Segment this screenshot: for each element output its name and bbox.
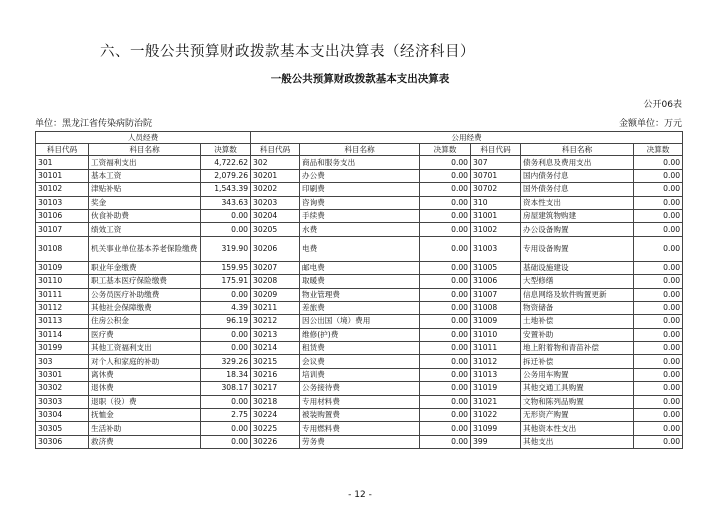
cell-amount: 2.75 [201,409,251,422]
cell-amount: 0.00 [634,288,683,301]
cell-code: 30111 [36,288,89,301]
cell-code: 30201 [251,169,300,182]
cell-amount: 0.00 [420,422,471,435]
cell-code: 30304 [36,409,89,422]
table-row [36,342,683,355]
cell-name: 无形资产购置 [521,409,634,422]
col-header-code: 科目代码 [36,144,89,156]
cell-name: 拆迁补偿 [521,355,634,368]
cell-code: 30215 [251,355,300,368]
cell-name: 职工基本医疗保险缴费 [89,275,201,288]
cell-amount: 0.00 [201,342,251,355]
cell-amount: 0.00 [634,435,683,448]
col-header-amount: 决算数 [201,144,251,156]
cell-amount: 0.00 [634,156,683,169]
amount-unit: 金额单位：万元 [618,119,682,129]
cell-name: 信息网络及软件购置更新 [521,288,634,301]
cell-code: 399 [471,435,521,448]
col-header-name: 科目名称 [89,144,201,156]
cell-code: 30306 [36,435,89,448]
cell-name: 公务用车购置 [521,368,634,381]
cell-code: 31008 [471,301,521,314]
cell-amount: 0.00 [634,183,683,196]
cell-name: 土地补偿 [521,315,634,328]
cell-amount: 0.00 [634,275,683,288]
cell-name: 取暖费 [300,275,420,288]
cell-amount: 0.00 [634,301,683,314]
cell-name: 住房公积金 [89,315,201,328]
table-row [36,156,683,169]
cell-amount: 0.00 [420,435,471,448]
cell-code: 30107 [36,223,89,236]
cell-amount: 308.17 [201,382,251,395]
cell-amount: 0.00 [420,328,471,341]
cell-amount: 0.00 [420,223,471,236]
cell-code: 30302 [36,382,89,395]
col-header-name: 科目名称 [300,144,420,156]
cell-amount: 329.26 [201,355,251,368]
cell-code: 30108 [36,236,89,261]
cell-name: 职业年金缴费 [89,261,201,274]
cell-code: 31006 [471,275,521,288]
cell-name: 退休费 [89,382,201,395]
cell-amount: 0.00 [420,395,471,408]
cell-name: 办公费 [300,169,420,182]
cell-name: 维修(护)费 [300,328,420,341]
cell-name: 机关事业单位基本养老保险缴费 [89,236,201,261]
cell-name: 国内债务付息 [521,169,634,182]
cell-code: 30207 [251,261,300,274]
cell-amount: 0.00 [201,328,251,341]
cell-code: 30701 [471,169,521,182]
cell-amount: 0.00 [634,328,683,341]
cell-name: 手续费 [300,209,420,222]
cell-amount: 4.39 [201,301,251,314]
cell-amount: 0.00 [634,315,683,328]
table-row [36,236,683,261]
cell-code: 30216 [251,368,300,381]
cell-name: 咨询费 [300,196,420,209]
table-row [36,315,683,328]
cell-name: 其他交通工具购置 [521,382,634,395]
cell-amount: 96.19 [201,315,251,328]
cell-amount: 0.00 [634,395,683,408]
cell-name: 其他支出 [521,435,634,448]
cell-name: 其他工资福利支出 [89,342,201,355]
cell-amount: 0.00 [634,409,683,422]
table-row [36,422,683,435]
table-row [36,301,683,314]
cell-amount: 0.00 [634,236,683,261]
cell-code: 31012 [471,355,521,368]
table-row [36,223,683,236]
cell-name: 水费 [300,223,420,236]
cell-name: 劳务费 [300,435,420,448]
cell-amount: 0.00 [634,209,683,222]
cell-amount: 0.00 [634,169,683,182]
cell-amount: 2,079.26 [201,169,251,182]
cell-amount: 0.00 [420,355,471,368]
cell-name: 生活补助 [89,422,201,435]
cell-amount: 0.00 [634,368,683,381]
cell-amount: 0.00 [420,382,471,395]
cell-amount: 0.00 [201,223,251,236]
cell-code: 31021 [471,395,521,408]
cell-amount: 0.00 [634,196,683,209]
cell-amount: 0.00 [634,422,683,435]
cell-amount: 0.00 [420,342,471,355]
cell-name: 伙食补助费 [89,209,201,222]
cell-name: 商品和服务支出 [300,156,420,169]
cell-code: 30211 [251,301,300,314]
cell-code: 30217 [251,382,300,395]
cell-name: 奖金 [89,196,201,209]
cell-name: 租赁费 [300,342,420,355]
table-row [36,196,683,209]
table-row [36,275,683,288]
cell-name: 房屋建筑物购建 [521,209,634,222]
cell-code: 30218 [251,395,300,408]
cell-code: 302 [251,156,300,169]
cell-code: 307 [471,156,521,169]
cell-amount: 0.00 [420,288,471,301]
cell-name: 资本性支出 [521,196,634,209]
cell-code: 31019 [471,382,521,395]
cell-amount: 319.90 [201,236,251,261]
cell-name: 差旅费 [300,301,420,314]
cell-amount: 0.00 [420,409,471,422]
public-group-header: 公用经费 [251,132,683,144]
cell-name: 专用材料费 [300,395,420,408]
cell-amount: 0.00 [420,196,471,209]
table-row [36,368,683,381]
cell-code: 303 [36,355,89,368]
cell-amount: 0.00 [420,261,471,274]
cell-name: 其他资本性支出 [521,422,634,435]
table-row [36,395,683,408]
cell-amount: 0.00 [634,223,683,236]
cell-name: 其他社会保障缴费 [89,301,201,314]
group-header-row [36,132,683,144]
cell-name: 办公设备购置 [521,223,634,236]
cell-amount: 159.95 [201,261,251,274]
cell-name: 工资福利支出 [89,156,201,169]
cell-code: 30112 [36,301,89,314]
cell-code: 30199 [36,342,89,355]
cell-name: 被装购置费 [300,409,420,422]
cell-amount: 0.00 [420,183,471,196]
cell-amount: 0.00 [420,236,471,261]
cell-name: 基本工资 [89,169,201,182]
cell-name: 离休费 [89,368,201,381]
table-row [36,288,683,301]
table-row [36,328,683,341]
column-header-row [36,144,683,156]
form-code: 公开06表 [643,100,682,110]
cell-code: 30103 [36,196,89,209]
cell-amount: 0.00 [201,435,251,448]
cell-amount: 0.00 [201,209,251,222]
cell-code: 30106 [36,209,89,222]
table-row [36,382,683,395]
cell-amount: 0.00 [420,368,471,381]
col-header-amount: 决算数 [420,144,471,156]
table-row [36,169,683,182]
cell-amount: 175.91 [201,275,251,288]
cell-name: 邮电费 [300,261,420,274]
cell-name: 专用燃料费 [300,422,420,435]
cell-code: 31010 [471,328,521,341]
cell-amount: 0.00 [201,395,251,408]
cell-code: 30204 [251,209,300,222]
cell-code: 30203 [251,196,300,209]
cell-code: 30212 [251,315,300,328]
unit-label: 单位：黑龙江省传染病防治院 [35,119,153,129]
cell-code: 30102 [36,183,89,196]
cell-code: 31007 [471,288,521,301]
cell-name: 救济费 [89,435,201,448]
cell-code: 301 [36,156,89,169]
col-header-amount: 决算数 [634,144,683,156]
cell-code: 30303 [36,395,89,408]
table-row [36,435,683,448]
cell-code: 30702 [471,183,521,196]
cell-code: 30205 [251,223,300,236]
table-row [36,409,683,422]
cell-amount: 0.00 [420,315,471,328]
cell-code: 30114 [36,328,89,341]
cell-name: 绩效工资 [89,223,201,236]
cell-amount: 0.00 [634,382,683,395]
cell-amount: 0.00 [634,342,683,355]
cell-name: 文物和陈列品购置 [521,395,634,408]
cell-code: 31013 [471,368,521,381]
cell-code: 310 [471,196,521,209]
cell-code: 30113 [36,315,89,328]
cell-name: 电费 [300,236,420,261]
cell-code: 31099 [471,422,521,435]
cell-code: 30101 [36,169,89,182]
cell-code: 31011 [471,342,521,355]
col-header-name: 科目名称 [521,144,634,156]
cell-amount: 4,722.62 [201,156,251,169]
cell-amount: 0.00 [634,261,683,274]
cell-name: 基础设施建设 [521,261,634,274]
cell-code: 30213 [251,328,300,341]
page-heading: 六、一般公共预算财政拨款基本支出决算表（经济科目） [100,44,475,60]
cell-code: 31022 [471,409,521,422]
cell-name: 地上附着物和青苗补偿 [521,342,634,355]
cell-amount: 343.63 [201,196,251,209]
cell-code: 30301 [36,368,89,381]
cell-code: 30208 [251,275,300,288]
cell-code: 30202 [251,183,300,196]
cell-amount: 18.34 [201,368,251,381]
cell-amount: 0.00 [420,275,471,288]
cell-name: 公务接待费 [300,382,420,395]
cell-name: 物资储备 [521,301,634,314]
cell-name: 对个人和家庭的补助 [89,355,201,368]
cell-name: 物业管理费 [300,288,420,301]
cell-code: 31003 [471,236,521,261]
table-row [36,261,683,274]
cell-code: 31002 [471,223,521,236]
table-row [36,209,683,222]
cell-amount: 0.00 [201,288,251,301]
cell-name: 退职（役）费 [89,395,201,408]
cell-name: 培训费 [300,368,420,381]
cell-code: 30206 [251,236,300,261]
table-row [36,183,683,196]
cell-code: 30225 [251,422,300,435]
cell-amount: 1,543.39 [201,183,251,196]
table-subtitle: 一般公共预算财政拨款基本支出决算表 [270,73,450,85]
cell-amount: 0.00 [420,169,471,182]
cell-amount: 0.00 [634,355,683,368]
cell-name: 债务利息及费用支出 [521,156,634,169]
cell-name: 安置补助 [521,328,634,341]
cell-name: 会议费 [300,355,420,368]
cell-code: 31009 [471,315,521,328]
cell-amount: 0.00 [201,422,251,435]
cell-amount: 0.00 [420,209,471,222]
personnel-group-header: 人员经费 [36,132,251,144]
cell-name: 医疗费 [89,328,201,341]
cell-code: 31001 [471,209,521,222]
cell-code: 30305 [36,422,89,435]
cell-code: 30224 [251,409,300,422]
page-number: - 12 - [348,490,372,500]
cell-amount: 0.00 [420,156,471,169]
col-header-code: 科目代码 [471,144,521,156]
cell-name: 津贴补贴 [89,183,201,196]
expenditure-table [35,131,683,449]
cell-name: 专用设备购置 [521,236,634,261]
cell-name: 因公出国（境）费用 [300,315,420,328]
cell-name: 大型修缮 [521,275,634,288]
cell-code: 30109 [36,261,89,274]
cell-name: 抚恤金 [89,409,201,422]
cell-code: 31005 [471,261,521,274]
cell-code: 30226 [251,435,300,448]
cell-name: 印刷费 [300,183,420,196]
cell-code: 30214 [251,342,300,355]
cell-code: 30110 [36,275,89,288]
col-header-code: 科目代码 [251,144,300,156]
cell-name: 公务员医疗补助缴费 [89,288,201,301]
table-row [36,355,683,368]
cell-code: 30209 [251,288,300,301]
cell-amount: 0.00 [420,301,471,314]
cell-name: 国外债务付息 [521,183,634,196]
